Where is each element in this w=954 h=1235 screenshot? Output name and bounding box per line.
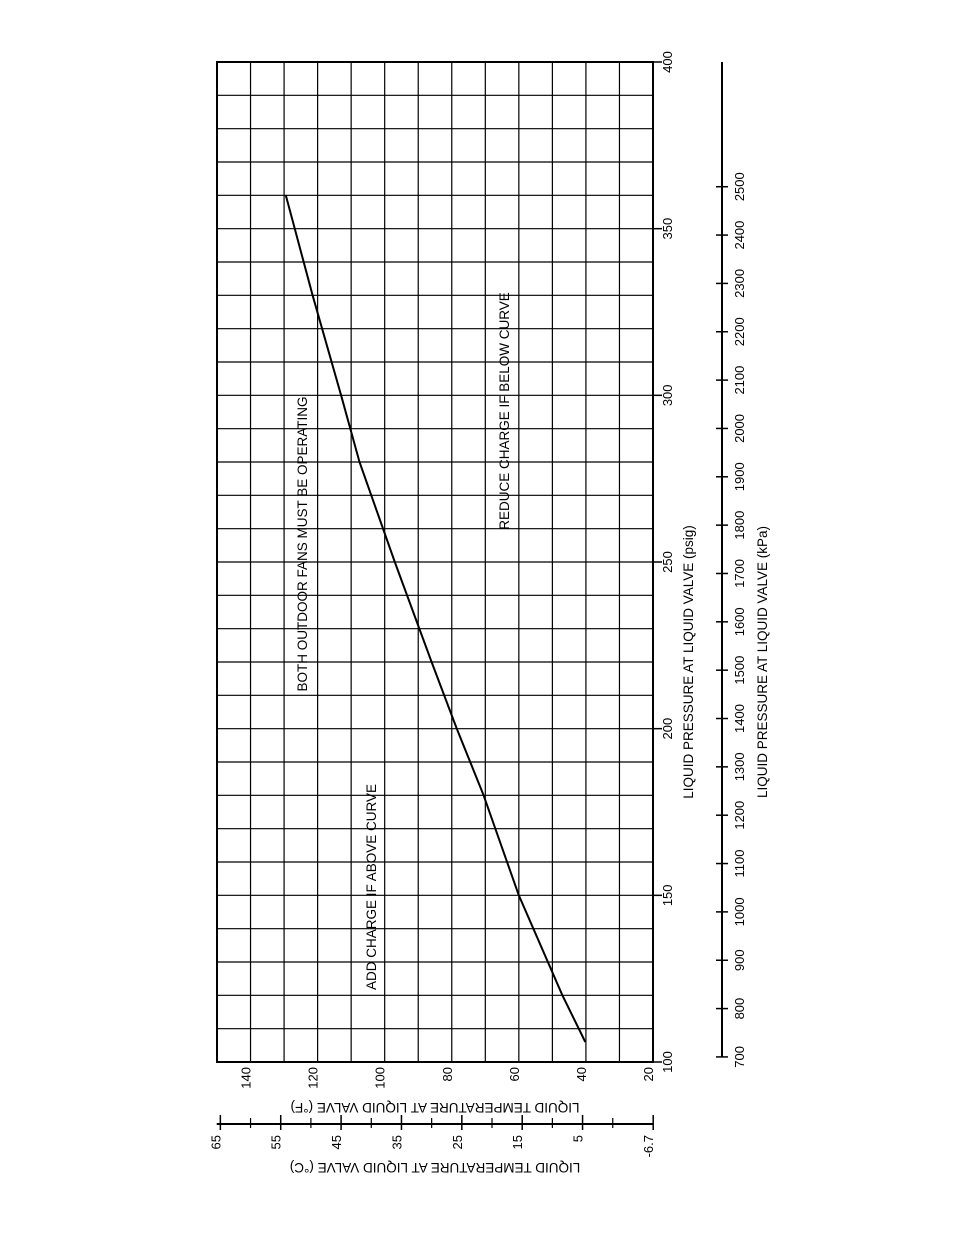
x-axis-tick-label: 300 bbox=[660, 384, 675, 407]
y-axis-tick-label: 20 bbox=[641, 1067, 656, 1082]
x2-axis-tick-label: 2500 bbox=[732, 172, 747, 202]
y2-axis-tick-label: 25 bbox=[449, 1135, 465, 1150]
x2-axis-tick-label: 1300 bbox=[732, 752, 747, 782]
x-axis-tick-label: 400 bbox=[660, 51, 675, 73]
x-axis-title: LIQUID PRESSURE AT LIQUID VALVE (psig) bbox=[681, 525, 696, 799]
y2-axis-title: LIQUID TEMPERATURE AT LIQUID VALVE (°C) bbox=[289, 1160, 581, 1175]
x2-axis-tick-label: 2300 bbox=[732, 268, 747, 298]
x2-axis-tick-label: 700 bbox=[732, 1046, 747, 1068]
x-axis-tick-label: 150 bbox=[660, 884, 675, 907]
y2-axis-tick-label: 35 bbox=[389, 1135, 405, 1150]
x2-axis-tick-label: 1000 bbox=[732, 897, 747, 927]
x2-axis-tick-label: 2000 bbox=[732, 413, 747, 443]
y2-axis-tick-label: 5 bbox=[570, 1135, 586, 1143]
x2-axis-tick-label: 1700 bbox=[732, 559, 747, 588]
y-axis-tick-label: 120 bbox=[305, 1067, 321, 1089]
x2-axis-tick-label: 2200 bbox=[732, 317, 747, 347]
y2-axis-tick-label: 55 bbox=[268, 1135, 284, 1150]
x2-axis-tick-label: 2400 bbox=[732, 220, 747, 250]
x2-axis-tick-label: 900 bbox=[732, 949, 747, 972]
x2-axis-tick-label: 1500 bbox=[732, 655, 747, 685]
annotation-add-charge: ADD CHARGE IF ABOVE CURVE bbox=[364, 783, 379, 991]
chart-labels bbox=[290, 292, 770, 1175]
y-axis-tick-label: 100 bbox=[372, 1067, 388, 1089]
y2-axis-tick-label: 65 bbox=[208, 1135, 224, 1150]
y-axis-tick-label: 140 bbox=[238, 1067, 254, 1089]
annotation-fans-operating: BOTH OUTDOOR FANS MUST BE OPERATING bbox=[295, 396, 310, 692]
x2-axis-title: LIQUID PRESSURE AT LIQUID VALVE (kPa) bbox=[755, 525, 770, 799]
charging-curve-line bbox=[286, 195, 586, 1042]
x-axis-tick-label: 350 bbox=[660, 217, 675, 240]
x-axis-tick-label: 100 bbox=[660, 1051, 675, 1073]
x2-axis-tick-label: 1400 bbox=[732, 704, 747, 733]
y-axis-tick-label: 80 bbox=[439, 1067, 455, 1082]
x2-axis-tick-label: 800 bbox=[732, 997, 747, 1020]
x2-axis-tick-label: 1600 bbox=[732, 607, 747, 637]
x-axis-tick-label: 200 bbox=[660, 717, 675, 740]
y2-axis-tick-label: -6.7 bbox=[641, 1135, 657, 1158]
chart-axes bbox=[208, 51, 747, 1157]
y-axis-title: LIQUID TEMPERATURE AT LIQUID VALVE (°F) bbox=[290, 1100, 580, 1115]
x2-axis-tick-label: 2100 bbox=[732, 365, 747, 395]
chart-grid bbox=[217, 62, 653, 1062]
x2-axis-tick-label: 1100 bbox=[732, 849, 747, 878]
x2-axis-tick-label: 1200 bbox=[732, 800, 747, 830]
annotation-reduce-charge: REDUCE CHARGE IF BELOW CURVE bbox=[497, 292, 512, 530]
x2-axis-tick-label: 1900 bbox=[732, 462, 747, 492]
y-axis-tick-label: 60 bbox=[506, 1067, 522, 1082]
chart-series bbox=[286, 195, 586, 1042]
y2-axis-tick-label: 45 bbox=[329, 1135, 345, 1150]
x-axis-tick-label: 250 bbox=[660, 551, 675, 573]
y2-axis-tick-label: 15 bbox=[510, 1135, 526, 1150]
y-axis-tick-label: 40 bbox=[573, 1067, 589, 1082]
x2-axis-tick-label: 1800 bbox=[732, 510, 747, 540]
